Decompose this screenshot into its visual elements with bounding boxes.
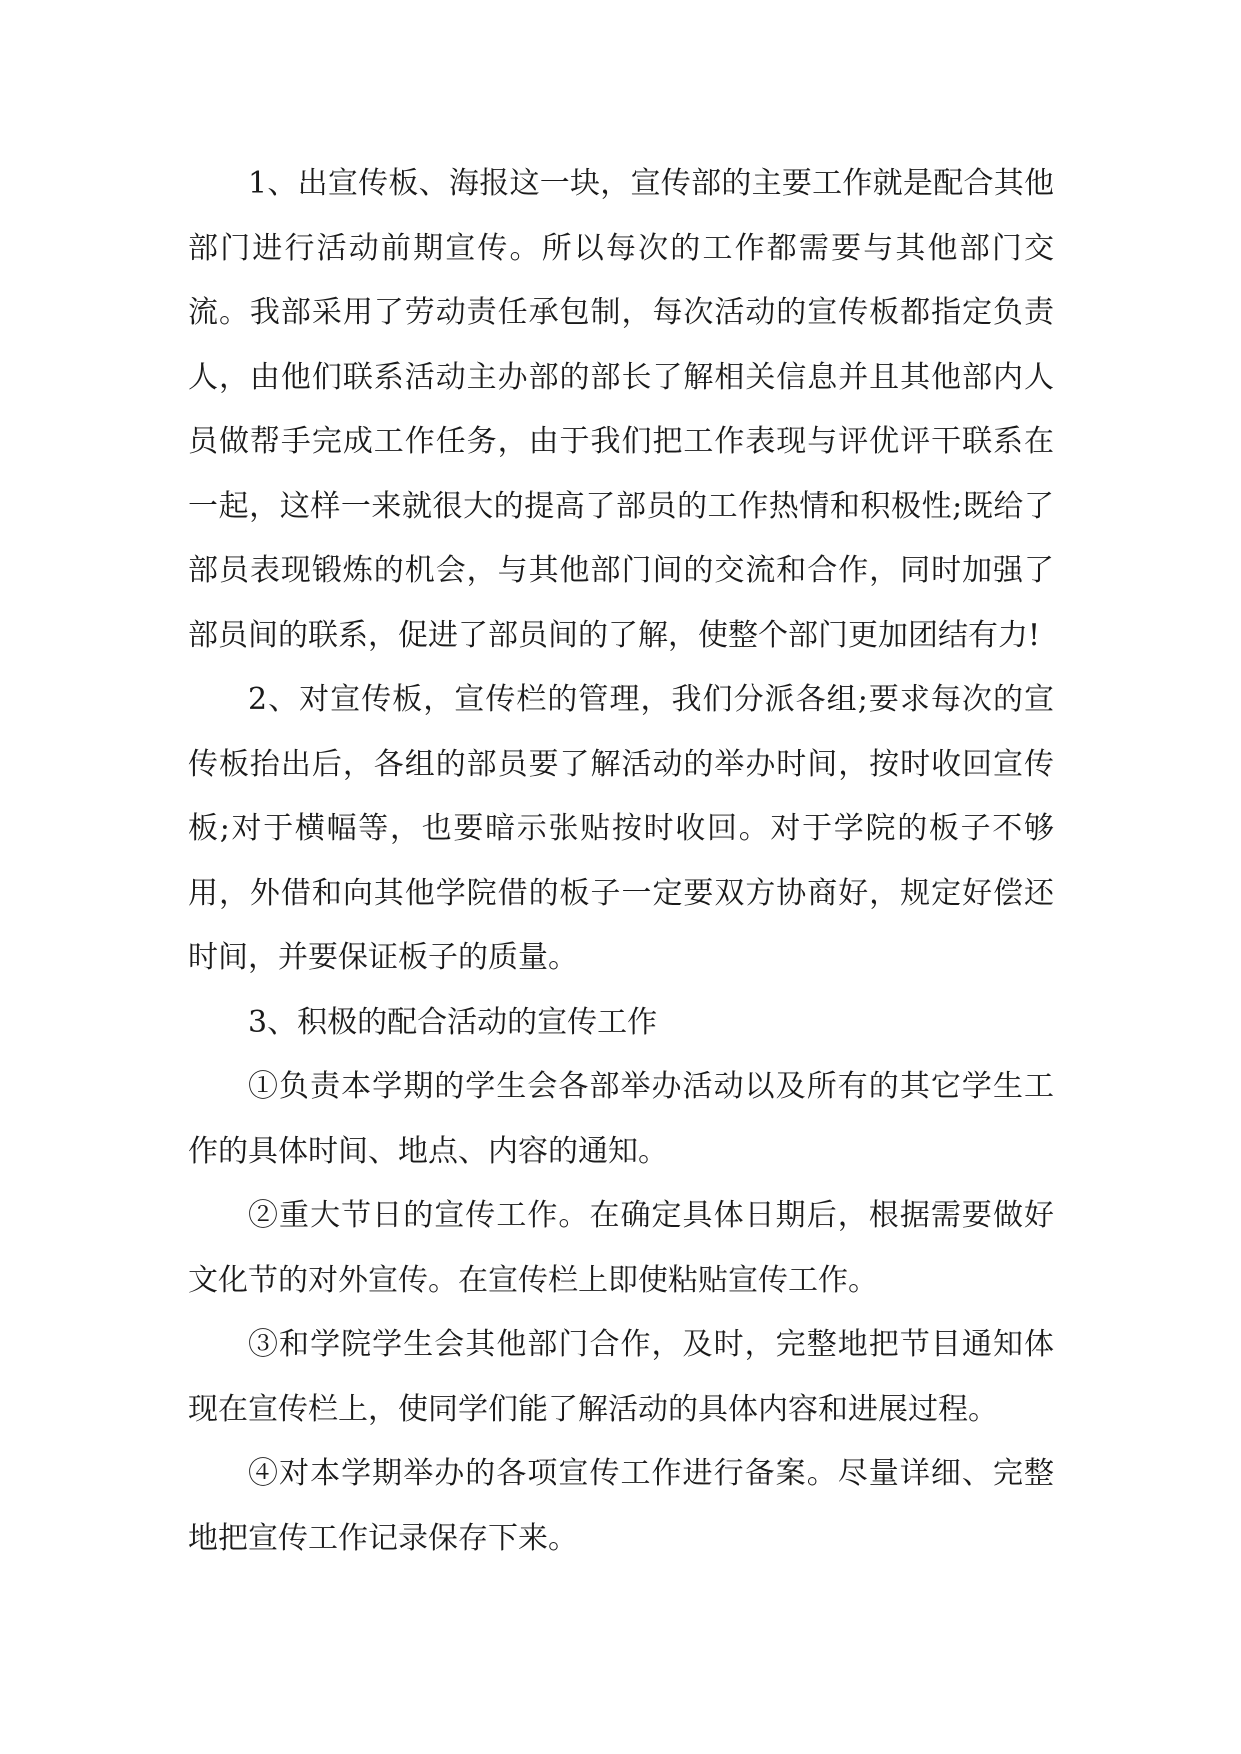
paragraph-7: ④对本学期举办的各项宣传工作进行备案。尽量详细、完整地把宣传工作记录保存下来。 — [188, 1456, 1054, 1556]
paragraph-6: ③和学院学生会其他部门合作，及时，完整地把节目通知体现在宣传栏上，使同学们能了解活动的具体内容和进展过程。 — [188, 1327, 1054, 1427]
document-body — [188, 152, 1054, 1571]
paragraph-3: 3、积极的配合活动的宣传工作 — [248, 1004, 658, 1040]
paragraph-4: ①负责本学期的学生会各部举办活动以及所有的其它学生工作的具体时间、地点、内容的通知。 — [188, 1069, 1054, 1169]
paragraph-1: 1、出宣传板、海报这一块，宣传部的主要工作就是配合其他部门进行活动前期宣传。所以每次的工作都需要与其他部门交流。我部采用了劳动责任承包制，每次活动的宣传板都指定负责人，由他们联系活动主办部的部长了解相关信息并且其他部内人员做帮手完成工作任务，由于我们把工作表现与评优评干联系在一起，这样一来就很大的提高了部员的工作热情和积极性;既给了部员表现锻炼的机会，与其他部门间的交流和合作，同时加强了部员间的联系，促进了部员间的了解，使整个部门更加团结有力! — [188, 166, 1054, 653]
paragraph-5: ②重大节日的宣传工作。在确定具体日期后，根据需要做好文化节的对外宣传。在宣传栏上即使粘贴宣传工作。 — [188, 1198, 1054, 1298]
paragraph-2: 2、对宣传板，宣传栏的管理，我们分派各组;要求每次的宣传板抬出后，各组的部员要了解活动的举办时间，按时收回宣传板;对于横幅等，也要暗示张贴按时收回。对于学院的板子不够用，外借和向其他学院借的板子一定要双方协商好，规定好偿还时间，并要保证板子的质量。 — [188, 682, 1054, 975]
